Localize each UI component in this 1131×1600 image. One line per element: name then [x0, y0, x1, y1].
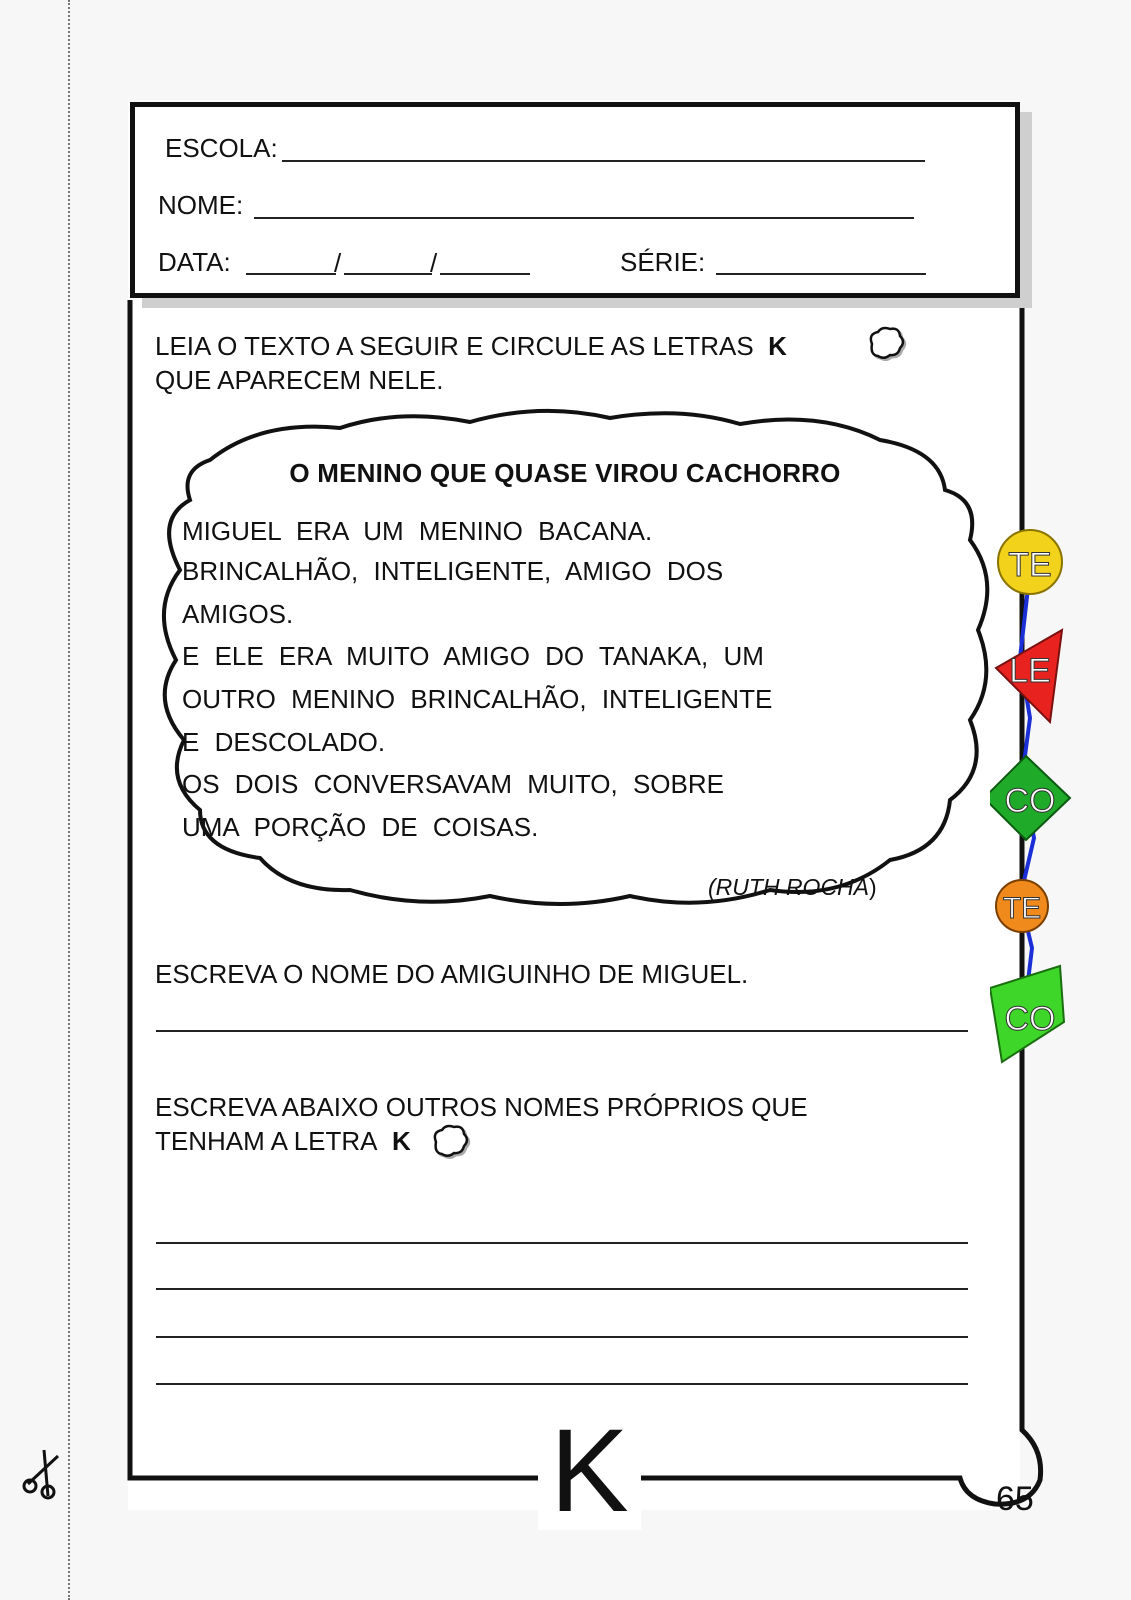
school-label: ESCOLA: [165, 133, 278, 163]
grade-label: SÉRIE: [620, 247, 706, 277]
story-line: UMA PORÇÃO DE COISAS. [182, 812, 539, 842]
date-month-field[interactable] [344, 273, 432, 275]
circle-hint-icon [864, 324, 908, 364]
name-label: NOME: [158, 190, 244, 220]
story-line: MIGUEL ERA UM MENINO BACANA. [182, 516, 653, 546]
instruction-1-line-2: QUE APARECEM NELE. [155, 365, 444, 395]
instruction-1 [155, 329, 787, 397]
question-2-line-2: TENHAM A LETRA [155, 1126, 378, 1156]
answer-line-3[interactable] [156, 1288, 968, 1290]
instruction-1-line-1: LEIA O TEXTO A SEGUIR E CIRCULE AS LETRAS [155, 331, 754, 361]
syllable-text: CO [1004, 1000, 1056, 1038]
header-box [130, 102, 1020, 298]
circle-hint-icon [428, 1122, 472, 1162]
story-line: E DESCOLADO. [182, 727, 386, 757]
syllable-decoration [990, 518, 1080, 1078]
story-author: (RUTH ROCHA) [708, 874, 877, 900]
date-separator: / [430, 248, 438, 278]
question-2-line-1: ESCREVA ABAIXO OUTROS NOMES PRÓPRIOS QUE [155, 1092, 808, 1122]
answer-line-2[interactable] [156, 1242, 968, 1244]
page-number: 65 [996, 1480, 1034, 1518]
school-field[interactable] [282, 160, 925, 162]
answer-line-1[interactable] [156, 1030, 968, 1032]
name-field[interactable] [254, 217, 914, 219]
story-line: AMIGOS. [182, 599, 294, 629]
question-2-letter: K [391, 1126, 411, 1156]
syllable-text: TE [1002, 892, 1042, 925]
instruction-1-letter: K [768, 331, 787, 361]
big-letter: K [538, 1412, 641, 1530]
story-line: E ELE ERA MUITO AMIGO DO TANAKA, UM [182, 641, 764, 671]
date-day-field[interactable] [246, 273, 336, 275]
story-line: OUTRO MENINO BRINCALHÃO, INTELIGENTE [182, 684, 773, 714]
date-year-field[interactable] [440, 273, 530, 275]
question-1: ESCREVA O NOME DO AMIGUINHO DE MIGUEL. [155, 959, 749, 989]
syllable-text: TE [1008, 546, 1052, 584]
syllable-text: LE [1009, 652, 1051, 690]
date-separator: / [334, 248, 342, 278]
question-2 [155, 1090, 808, 1158]
syllable-text: CO [1004, 782, 1056, 820]
story-line: OS DOIS CONVERSAVAM MUITO, SOBRE [182, 769, 724, 799]
date-label: DATA: [158, 247, 231, 277]
answer-line-5[interactable] [156, 1383, 968, 1385]
story-title: O MENINO QUE QUASE VIROU CACHORRO [289, 458, 841, 488]
story-line: BRINCALHÃO, INTELIGENTE, AMIGO DOS [182, 556, 724, 586]
answer-line-4[interactable] [156, 1336, 968, 1338]
grade-field[interactable] [716, 273, 926, 275]
